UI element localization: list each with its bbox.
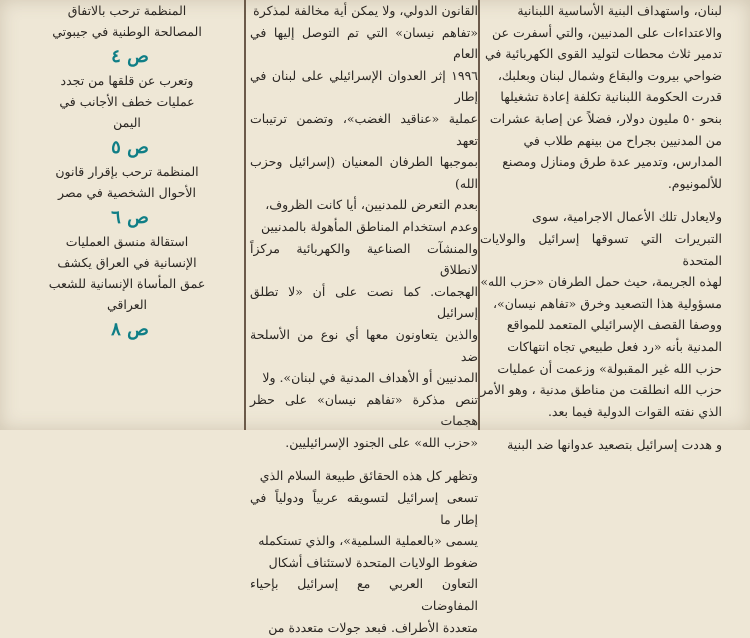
article-line: و هددت إسرائيل بتصعيد عدوانها ضد البنية: [507, 437, 722, 453]
index-entry-line: العراقي: [106, 297, 148, 312]
index-page-label: ص: [127, 207, 149, 228]
index-page-number: ٥: [111, 137, 121, 158]
article-line: بموجبها الطرفان المعنيان (إسرائيل وحزب الله): [250, 154, 478, 191]
index-page-number: ٨: [111, 319, 121, 340]
article-line: حزب الله غير المقبولة» وزعمت أن عمليات: [497, 360, 722, 376]
article-line: ضغوط الولايات المتحدة لاستئناف أشكال: [268, 554, 478, 570]
article-line: عملية «عناقيد الغضب»، وتضمن ترتيبات تعهد: [250, 110, 478, 148]
article-line: وعدم استخدام المناطق المأهولة بالمدنيين: [260, 218, 478, 234]
index-entry-line: الأحوال الشخصية في مصر: [58, 185, 196, 200]
article-line: حزب الله انطلقت من مناطق مدنية ، وهو الأمر: [480, 382, 722, 398]
article-line: ضواحي بيروت والبقاع وشمال لبنان وبعلبك،: [497, 67, 722, 83]
index-page-heading: [18, 207, 236, 229]
article-line: من المدنيين بجراح من بينهم طلاب في: [523, 132, 722, 148]
index-entry-line: اليمن: [113, 115, 141, 130]
article-line: قدرت الحكومة اللبنانية تكلفة إعادة تشغيلها: [500, 89, 722, 105]
article-line: الذي نفته القوات الدولية فيما بعد.: [547, 403, 722, 419]
article-line: للألمونيوم.: [667, 175, 722, 191]
article-line: الهجمات. كما نصت على أن «لا تطلق إسرائيل: [250, 283, 478, 321]
article-line: «حزب الله» على الجنود الإسرائيليين.: [285, 434, 478, 450]
article-line: المدنية بأنه «رد فعل طبيعي تجاه انتهاكات: [507, 338, 722, 354]
article-line: «تفاهم نيسان» التي تم التوصل إليها في العام: [250, 24, 478, 62]
index-entry-line: عمليات خطف الأجانب في: [59, 94, 195, 109]
article-line: لبنان، واستهداف البنية الأساسية اللبنانية: [517, 3, 722, 18]
article-column-right: [480, 0, 722, 456]
article-line: ١٩٩٦ إثر العدوان الإسرائيلي على لبنان في إطار: [250, 67, 478, 105]
article-line: يسمى «بالعملية السلمية»، والذي تستكمله: [258, 533, 478, 549]
article-line: والاعتداءات على المدنيين، والتي أسفرت عن: [492, 24, 722, 40]
index-entry-line: استقالة منسق العمليات: [65, 234, 189, 249]
index-entry-line: المنظمة ترحب بإقرار قانون: [55, 164, 199, 179]
index-page-heading: [18, 46, 236, 68]
index-entry-line: وتعرب عن قلقها من تجدد: [60, 73, 194, 88]
article-line: بعدم التعرض للمدنيين، أيا كانت الظروف،: [265, 197, 478, 213]
article-line: تسعى إسرائيل لتسويقه عربياً ودولياً في إطار ما: [250, 490, 478, 527]
article-line: التبريرات التي تسوقها إسرائيل والولايات المتحدة: [480, 230, 722, 268]
paragraph-gap: [480, 422, 722, 434]
index-page-number: ٦: [111, 207, 121, 228]
article-line: القانون الدولي، ولا يمكن أية مخالفة لمذكرة: [253, 3, 478, 18]
index-entry-line: الإنسانية في العراق يكشف: [57, 255, 197, 270]
index-page-label: ص: [127, 46, 149, 67]
article-line: والمنشآت الصناعية والكهربائية مركزاً لانطلاق: [250, 240, 478, 278]
article-line: التعاون العربي مع إسرائيل بإحياء المفاوضات: [250, 576, 478, 614]
paragraph-gap: [250, 453, 478, 465]
paragraph-gap: [480, 194, 722, 206]
article-line: مسؤولية هذا التصعيد وخرق «تفاهم نيسان»،: [493, 295, 722, 311]
index-page-label: ص: [127, 319, 149, 340]
article-line: تدمير ثلاث محطات لتوليد القوى الكهربائية في: [484, 46, 722, 62]
article-line: لهذه الجريمة، حيث حمل الطرفان «حزب الله»: [480, 274, 722, 290]
article-line: ووصفا القصف الإسرائيلي المتعمد للمواقع: [506, 317, 722, 333]
index-entry-line: المصالحة الوطنية في جيبوتي: [52, 24, 202, 39]
contents-index-column: [18, 0, 236, 343]
article-line: ولايعادل تلك الأعمال الاجرامية، سوى: [532, 209, 722, 225]
index-page-number: ٤: [111, 46, 121, 67]
article-line: بنحو ٥٠ مليون دولار، فضلاً عن إصابة عشرات: [489, 110, 722, 126]
column-divider-right: [478, 0, 480, 430]
article-line: المدنيين أو الأهداف المدنية في لبنان». ولا: [262, 370, 478, 386]
index-page-heading: [18, 319, 236, 341]
article-line: متعددة الأطراف. فبعد جولات متعددة من: [268, 619, 478, 635]
index-page-heading: [18, 137, 236, 159]
article-line: تنص مذكرة «تفاهم نيسان» على حظر هجمات: [250, 391, 478, 429]
column-divider-index: [244, 0, 246, 430]
article-line: وتظهر كل هذه الحقائق طبيعة السلام الذي: [259, 468, 478, 484]
article-line: والذين يتعاونون معها أي نوع من الأسلحة ضد: [250, 326, 478, 364]
index-entry-line: المنظمة ترحب بالاتفاق: [67, 3, 187, 18]
article-column-middle: [250, 0, 478, 638]
article-line: المدارس، وتدمير عدة طرق ومنازل ومصنع: [502, 154, 722, 170]
index-entry-line: عمق المأساة الإنسانية للشعب: [48, 276, 206, 291]
index-page-label: ص: [127, 137, 149, 158]
